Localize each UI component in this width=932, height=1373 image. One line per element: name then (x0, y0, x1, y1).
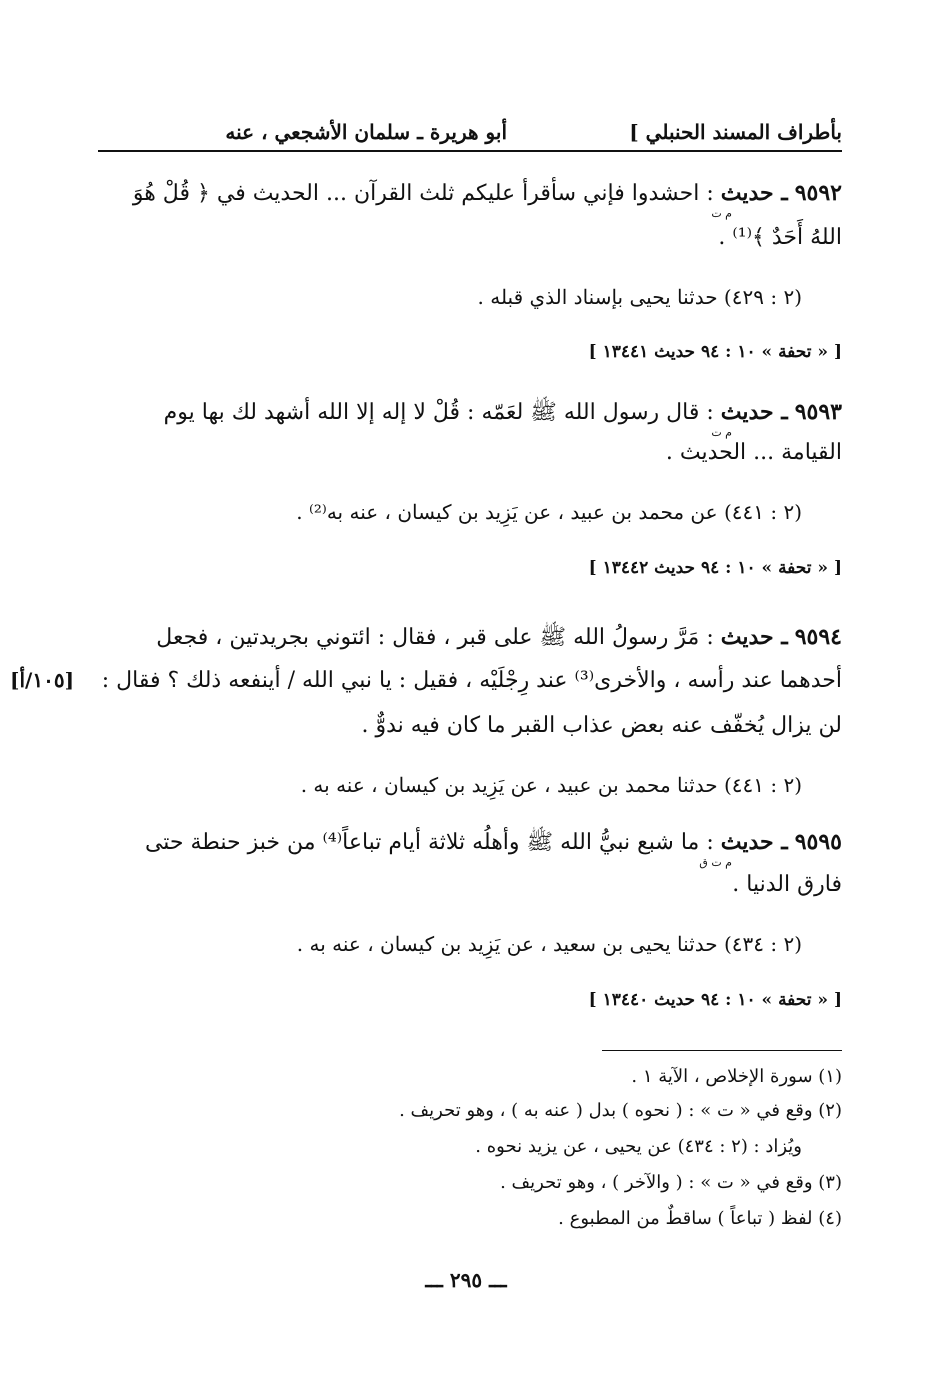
tuhfa-reference: [ « تحفة » ١٠ : ٩٤ حديث ١٣٤٤٢ ] (588, 558, 842, 578)
hadith-text: : ما شبع نبيُّ الله ﷺ وأهلُه ثلاثة أيام تباعاً⁽⁴⁾ من خبز حنطة حتى (144, 830, 714, 855)
manuscript-folio-note: [١٠٥/أ] (10, 668, 75, 692)
hadith-text: اللهُ أَحَدٌ ﴾⁽¹⁾ . (718, 225, 842, 250)
hadith-source: (٢ : ٤٣٤) حدثنا يحيى بن سعيد ، عن يَزِيد بن كيسان ، عنه به . (296, 932, 802, 956)
tuhfa-reference: [ « تحفة » ١٠ : ٩٤ حديث ١٣٤٤١ ] (588, 342, 842, 362)
hadith-text: القيامة ... الحديث . (665, 440, 842, 465)
hadith-sigla: م ت (711, 207, 732, 220)
hadith-marker: ـ حديث (720, 624, 788, 650)
hadith-source: (٢ : ٤٤١) عن محمد بن عبيد ، عن يَزِيد بن كيسان ، عنه به⁽²⁾ . (296, 500, 802, 524)
hadith-text: فارق الدنيا . (732, 872, 842, 897)
header-rule (98, 150, 842, 152)
hadith-sigla: م ت (711, 426, 732, 439)
hadith-sigla: م ت ق (699, 856, 732, 869)
footnote: (١) سورة الإخلاص ، الآية ١ . (631, 1066, 842, 1087)
hadith-text: أحدهما عند رأسه ، والأخرى⁽³⁾ عند رِجْلَيْه ، فقيل : يا نبي الله / أينفعه ذلك ؟ فقال : (101, 668, 842, 693)
hadith-marker: ـ حديث (720, 399, 788, 425)
hadith-number: ٩٥٩٥ (794, 829, 842, 855)
hadith-source: (٢ : ٤٢٩) حدثنا يحيى بإسناد الذي قبله . (477, 285, 802, 309)
hadith-marker: ـ حديث (720, 829, 788, 855)
header-book-title: بأطراف المسند الحنبلي ] (629, 120, 842, 144)
hadith-source: (٢ : ٤٤١) حدثنا محمد بن عبيد ، عن يَزِيد بن كيسان ، عنه به . (300, 773, 802, 797)
hadith-number: ٩٥٩٣ (794, 399, 842, 425)
footnote: (٢) وقع في « ت » : ( نحوه ) بدل ( عنه به ) ، وهو تحريف . (399, 1100, 842, 1121)
hadith-text: لن يزال يُخفّف عنه بعض عذاب القبر ما كان فيه ندوٌّ . (361, 713, 842, 738)
hadith-text: : مَرَّ رسولُ الله ﷺ على قبر ، فقال : ائتوني بجريدتين ، فجعل (156, 625, 714, 650)
hadith-first-line (92, 180, 842, 206)
header-chapter-title: أبو هريرة ـ سلمان الأشجعي ، عنه (225, 120, 507, 144)
footnote-separator (602, 1050, 842, 1051)
hadith-marker: ـ حديث (720, 180, 788, 206)
hadith-text: : احشدوا فإني سأقرأ عليكم ثلث القرآن ... الحديث في ﴿ قُلْ هُوَ (132, 181, 714, 206)
footnote: ويُزاد : (٢ : ٤٣٤) عن يحيى ، عن يزيد نحوه . (475, 1136, 802, 1157)
page-number: ـــ ٢٩٥ ـــ (425, 1268, 507, 1292)
hadith-first-line (92, 623, 842, 655)
footnote: (٣) وقع في « ت » : ( والآخر ) ، وهو تحريف . (500, 1172, 842, 1193)
hadith-number: ٩٥٩٢ (794, 180, 842, 206)
footnote: (٤) لفظ ( تباعاً ) ساقطٌ من المطبوع . (558, 1208, 842, 1229)
tuhfa-reference: [ « تحفة » ١٠ : ٩٤ حديث ١٣٤٤٠ ] (588, 990, 842, 1010)
hadith-text: : قال رسول الله ﷺ لعَمّه : قُلْ لا إله إلا الله أشهد لك بها يوم (163, 400, 714, 425)
hadith-number: ٩٥٩٤ (794, 624, 842, 650)
